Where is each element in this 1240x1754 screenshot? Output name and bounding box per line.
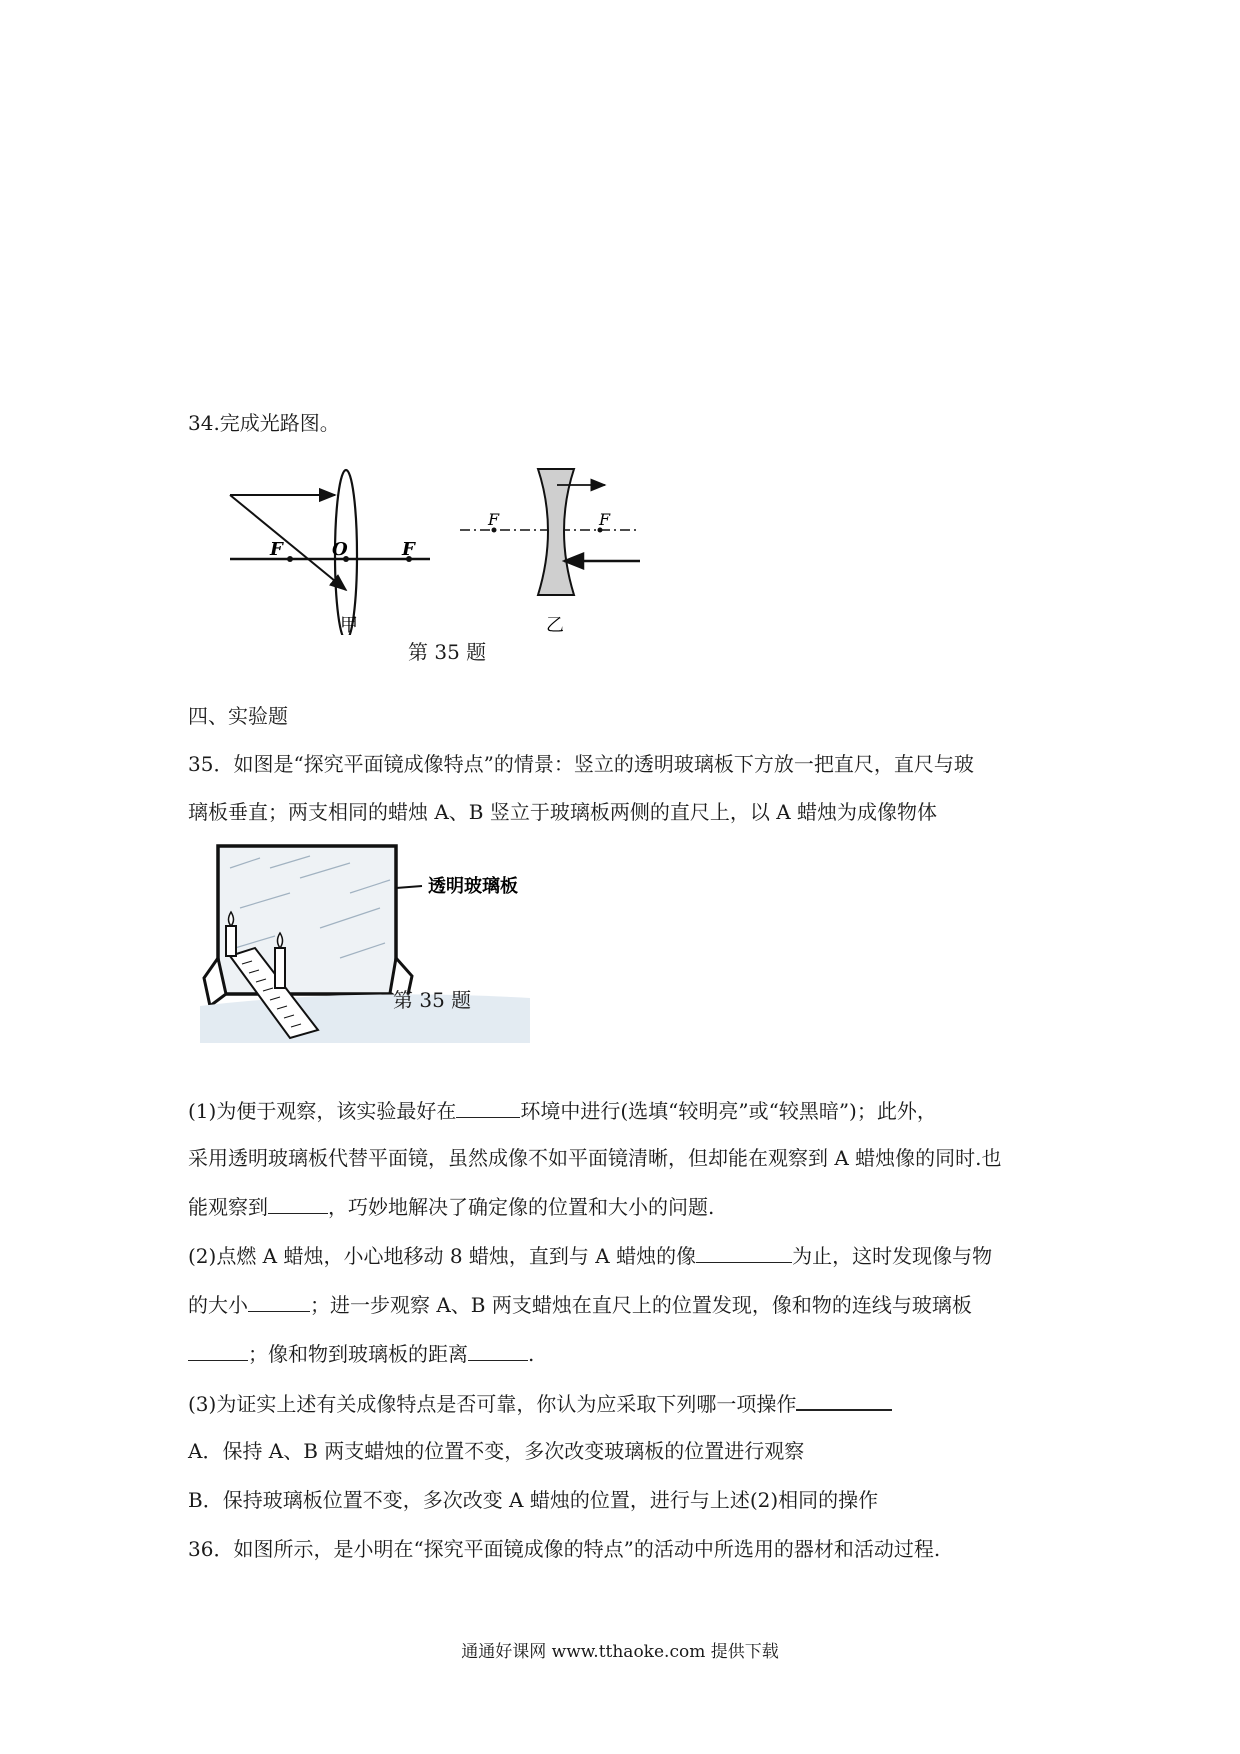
- part-1-line-3: [188, 1193, 714, 1220]
- part-2-text-d: ；进一步观察 A、B 两支蜡烛在直尺上的位置发现，像和物的连线与玻璃板: [310, 1293, 972, 1317]
- candle-b: [275, 948, 285, 988]
- center-label: O: [332, 539, 348, 560]
- question-35-stem-line-1: 35．如图是“探究平面镜成像特点”的情景：竖立的透明玻璃板下方放一把直尺，直尺与玻: [188, 752, 974, 776]
- focus-point-left: [287, 556, 293, 562]
- glass-plate-label: 透明玻璃板: [428, 876, 518, 897]
- part-2-line-2: [188, 1291, 972, 1318]
- part-1-line-1: [188, 1097, 937, 1124]
- part-2-text-e: ；像和物到玻璃板的距离: [248, 1342, 468, 1366]
- focus-label-left: F: [488, 510, 500, 529]
- figure-label-jia: 甲: [340, 615, 358, 635]
- question-36-stem: 36．如图所示，是小明在“探究平面镜成像的特点”的活动中所选用的器材和活动过程.: [188, 1537, 941, 1561]
- part-1-text-a: (1)为便于观察，该实验最好在: [188, 1099, 457, 1123]
- answer-blank-environment[interactable]: [456, 1097, 520, 1118]
- part-1-text-d: ，巧妙地解决了确定像的位置和大小的问题.: [328, 1195, 715, 1219]
- part-2-line-3: [188, 1340, 534, 1367]
- section-heading: 四、实验题: [188, 704, 288, 728]
- answer-blank-line-relation[interactable]: [188, 1340, 248, 1361]
- focus-label-right: F: [599, 510, 611, 529]
- candle-a: [226, 926, 236, 956]
- concave-lens: [538, 469, 574, 595]
- mirror-experiment-figure: [200, 838, 530, 1043]
- part-2-text-b: 为止，这时发现像与物: [792, 1244, 993, 1268]
- answer-blank-coincide[interactable]: [696, 1242, 792, 1263]
- figure-caption-35: 第 35 题: [393, 988, 472, 1012]
- part-3-line: [188, 1389, 892, 1417]
- label-pointer: [396, 886, 422, 888]
- part-2-text-c: 的大小: [188, 1293, 248, 1317]
- part-1-text-b: 环境中进行(选填“较明亮”或“较黑暗”)；此外，: [520, 1099, 937, 1123]
- option-a: A．保持 A、B 两支蜡烛的位置不变，多次改变玻璃板的位置进行观察: [188, 1439, 805, 1463]
- flame-a: [229, 912, 234, 926]
- focus-label-right: F: [402, 539, 415, 560]
- answer-blank-operation[interactable]: [796, 1389, 892, 1411]
- question-34-title: 34.完成光路图。: [188, 411, 340, 435]
- footer-credit: 通通好课网 www.tthaoke.com 提供下载: [461, 1642, 779, 1662]
- focus-label-left: F: [270, 539, 283, 560]
- part-3-text: (3)为证实上述有关成像特点是否可靠，你认为应采取下列哪一项操作: [188, 1392, 797, 1416]
- incident-ray-focus: [230, 495, 346, 590]
- part-2-text-f: .: [528, 1342, 535, 1366]
- answer-blank-size[interactable]: [248, 1291, 310, 1312]
- lens-diagrams: [220, 455, 690, 635]
- part-2-text-a: (2)点燃 A 蜡烛，小心地移动 8 蜡烛，直到与 A 蜡烛的像: [188, 1244, 697, 1268]
- figure-caption: 第 35 题: [408, 640, 487, 664]
- concave-lens-diagram: [460, 469, 640, 635]
- option-b: B．保持玻璃板位置不变，多次改变 A 蜡烛的位置，进行与上述(2)相同的操作: [188, 1488, 879, 1512]
- figure-label-yi: 乙: [546, 615, 564, 635]
- part-1-line-2: 采用透明玻璃板代替平面镜，虽然成像不如平面镜清晰，但却能在观察到 A 蜡烛像的同时.也: [188, 1146, 1002, 1170]
- answer-blank-distance[interactable]: [468, 1340, 528, 1361]
- part-2-line-1: [188, 1242, 992, 1269]
- part-1-text-c: 能观察到: [188, 1195, 268, 1219]
- question-35-stem-line-2: 璃板垂直；两支相同的蜡烛 A、B 竖立于玻璃板两侧的直尺上，以 A 蜡烛为成像物体: [188, 800, 938, 824]
- answer-blank-observed[interactable]: [268, 1193, 328, 1214]
- flame-b: [278, 933, 283, 948]
- convex-lens-diagram: [230, 470, 430, 635]
